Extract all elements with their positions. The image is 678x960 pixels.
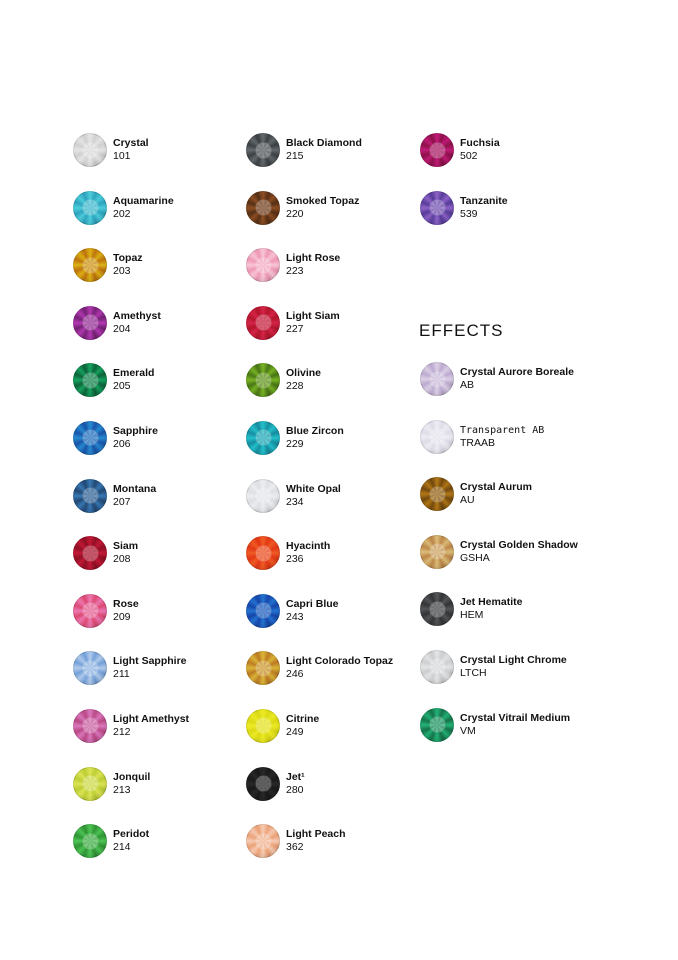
color-swatch-item: [246, 651, 436, 685]
swatch-label: [113, 137, 149, 163]
swatch-code: 220: [286, 207, 304, 220]
swatch-code: 246: [286, 668, 304, 681]
white-opal-swatch-icon: [246, 479, 280, 513]
swatch-label: [286, 828, 346, 854]
jet-swatch-icon: [246, 767, 280, 801]
swatch-name: Sapphire: [113, 424, 158, 437]
jonquil-swatch-icon: [73, 767, 107, 801]
swatch-code: 236: [286, 553, 304, 566]
swatch-code: HEM: [460, 609, 484, 622]
swatch-code: 227: [286, 322, 304, 335]
swatch-name: Tanzanite: [460, 194, 508, 207]
swatch-code: 206: [113, 437, 131, 450]
color-swatch-item: [420, 477, 670, 511]
swatch-label: [286, 137, 362, 163]
swatch-name: Transparent AB: [460, 424, 545, 436]
color-swatch-item: [420, 362, 670, 396]
swatch-label: [460, 596, 522, 622]
color-swatch-item: [246, 709, 436, 743]
light-peach-swatch-icon: [246, 824, 280, 858]
swatch-label: [460, 654, 567, 680]
swatch-code: 249: [286, 725, 304, 738]
color-swatch-item: [246, 363, 436, 397]
color-swatch-item: [73, 479, 263, 513]
swatch-name: Citrine: [286, 712, 320, 725]
swatch-label: [286, 310, 340, 336]
swatch-code: 205: [113, 380, 131, 393]
light-amethyst-swatch-icon: [73, 709, 107, 743]
color-swatch-item: [420, 191, 670, 225]
swatch-name: Crystal Golden Shadow: [460, 538, 578, 551]
swatch-code: 215: [286, 150, 304, 162]
black-diamond-swatch-icon: [246, 133, 280, 167]
color-swatch-item: [420, 535, 670, 569]
swatch-code: 203: [113, 265, 131, 278]
swatch-label: [113, 483, 156, 509]
transparent-ab-swatch-icon: [420, 420, 454, 454]
swatch-label: [286, 367, 321, 393]
swatch-name: Montana: [113, 482, 157, 495]
color-column-3: [420, 133, 670, 225]
crystal-swatch-icon: [73, 133, 107, 167]
swatch-label: [113, 195, 174, 221]
swatch-code: AB: [460, 379, 475, 391]
swatch-label: [460, 424, 544, 450]
swatch-name: Blue Zircon: [286, 424, 344, 437]
swatch-code: VM: [460, 724, 476, 737]
swatch-code: 202: [113, 207, 131, 220]
swatch-label: [460, 712, 570, 738]
color-swatch-item: [246, 479, 436, 513]
light-siam-swatch-icon: [246, 306, 280, 340]
light-sapphire-swatch-icon: [73, 651, 107, 685]
swatch-label: [286, 483, 341, 509]
light-colorado-topaz-swatch-icon: [246, 651, 280, 685]
swatch-label: [460, 195, 508, 221]
swatch-name: Light Peach: [286, 828, 346, 841]
crystal-aurum-swatch-icon: [420, 477, 454, 511]
swatch-label: [113, 540, 138, 566]
swatch-name: Olivine: [286, 367, 322, 380]
swatch-label: [113, 598, 139, 624]
color-swatch-item: [420, 708, 670, 742]
swatch-name: Light Sapphire: [113, 655, 187, 668]
capri-blue-swatch-icon: [246, 594, 280, 628]
swatch-code: 362: [286, 841, 304, 854]
swatch-label: [286, 425, 344, 451]
swatch-label: [286, 540, 330, 566]
swatch-label: [286, 252, 340, 278]
swatch-name: Jonquil: [113, 770, 151, 783]
swatch-name: Jet¹: [286, 770, 305, 783]
swatch-label: [113, 425, 158, 451]
swatch-name: Light Amethyst: [113, 712, 190, 725]
swatch-code: 212: [113, 725, 131, 738]
color-swatch-item: [73, 594, 263, 628]
color-swatch-item: [420, 133, 670, 167]
swatch-label: [286, 598, 339, 624]
swatch-label: [286, 655, 393, 681]
color-swatch-item: [73, 421, 263, 455]
swatch-label: [113, 367, 154, 393]
color-column-2: [246, 133, 436, 858]
olivine-swatch-icon: [246, 363, 280, 397]
crystal-vitrail-medium-swatch-icon: [420, 708, 454, 742]
swatch-code: 502: [460, 150, 478, 162]
swatch-code: GSHA: [460, 551, 490, 564]
swatch-label: [286, 195, 359, 221]
amethyst-swatch-icon: [73, 306, 107, 340]
swatch-name: Crystal Vitrail Medium: [460, 711, 571, 724]
smoked-topaz-swatch-icon: [246, 191, 280, 225]
crystal-light-chrome-swatch-icon: [420, 650, 454, 684]
color-swatch-item: [73, 824, 263, 858]
color-swatch-item: [73, 536, 263, 570]
swatch-code: AU: [460, 494, 475, 507]
color-swatch-item: [246, 824, 436, 858]
color-swatch-item: [420, 420, 670, 454]
citrine-swatch-icon: [246, 709, 280, 743]
swatch-label: [286, 771, 305, 797]
light-rose-swatch-icon: [246, 248, 280, 282]
swatch-code: 207: [113, 495, 131, 508]
fuchsia-swatch-icon: [420, 133, 454, 167]
swatch-name: Emerald: [113, 367, 155, 380]
swatch-name: Amethyst: [113, 309, 161, 322]
swatch-name: Black Diamond: [286, 137, 362, 149]
swatch-code: LTCH: [460, 666, 487, 679]
hyacinth-swatch-icon: [246, 536, 280, 570]
swatch-name: Light Colorado Topaz: [286, 655, 394, 668]
swatch-name: Light Siam: [286, 309, 340, 322]
sapphire-swatch-icon: [73, 421, 107, 455]
blue-zircon-swatch-icon: [246, 421, 280, 455]
color-swatch-item: [73, 363, 263, 397]
swatch-name: Fuchsia: [460, 137, 500, 149]
swatch-label: [113, 655, 187, 681]
swatch-label: [113, 771, 150, 797]
swatch-name: Crystal: [113, 137, 149, 149]
swatch-label: [113, 252, 143, 278]
swatch-label: [113, 713, 189, 739]
swatch-code: 213: [113, 783, 131, 796]
swatch-code: 204: [113, 322, 131, 335]
swatch-code: 229: [286, 437, 304, 450]
color-swatch-item: [246, 421, 436, 455]
color-swatch-item: [73, 306, 263, 340]
color-swatch-item: [73, 651, 263, 685]
swatch-code: 234: [286, 495, 304, 508]
swatch-code: 539: [460, 207, 478, 220]
color-swatch-item: [420, 650, 670, 684]
swatch-code: 211: [113, 668, 130, 681]
color-swatch-item: [246, 536, 436, 570]
color-swatch-item: [246, 133, 436, 167]
color-swatch-item: [420, 592, 670, 626]
swatch-name: Jet Hematite: [460, 596, 523, 609]
swatch-code: 208: [113, 553, 131, 566]
color-swatch-item: [73, 248, 263, 282]
swatch-name: Crystal Aurore Boreale: [460, 366, 574, 378]
crystal-golden-shadow-swatch-icon: [420, 535, 454, 569]
swatch-label: [113, 828, 149, 854]
swatch-name: Capri Blue: [286, 597, 339, 610]
color-swatch-item: [73, 709, 263, 743]
color-swatch-item: [246, 594, 436, 628]
swatch-name: Crystal Light Chrome: [460, 653, 567, 666]
topaz-swatch-icon: [73, 248, 107, 282]
swatch-label: [113, 310, 161, 336]
swatch-code: 101: [113, 150, 131, 162]
color-swatch-item: [246, 191, 436, 225]
swatch-name: Hyacinth: [286, 540, 331, 553]
rose-swatch-icon: [73, 594, 107, 628]
siam-swatch-icon: [73, 536, 107, 570]
swatch-code: 243: [286, 610, 304, 623]
color-swatch-item: [73, 133, 263, 167]
swatch-name: Rose: [113, 597, 139, 610]
swatch-name: Light Rose: [286, 252, 341, 265]
color-swatch-item: [246, 767, 436, 801]
aquamarine-swatch-icon: [73, 191, 107, 225]
swatch-code: 280: [286, 783, 304, 796]
color-swatch-item: [246, 306, 436, 340]
color-swatch-item: [246, 248, 436, 282]
swatch-code: 209: [113, 610, 131, 623]
swatch-label: [460, 366, 574, 392]
effects-list: [420, 362, 670, 742]
effects-heading: EFFECTS: [419, 321, 504, 340]
tanzanite-swatch-icon: [420, 191, 454, 225]
swatch-code: 228: [286, 380, 304, 393]
swatch-label: [460, 539, 578, 565]
color-swatch-item: [73, 191, 263, 225]
montana-swatch-icon: [73, 479, 107, 513]
color-swatch-item: [73, 767, 263, 801]
swatch-code: 223: [286, 265, 304, 278]
swatch-label: [460, 137, 500, 163]
swatch-code: TRAAB: [460, 436, 496, 449]
swatch-name: Siam: [113, 540, 139, 553]
jet-hematite-swatch-icon: [420, 592, 454, 626]
peridot-swatch-icon: [73, 824, 107, 858]
swatch-label: [460, 481, 532, 507]
swatch-name: Peridot: [113, 828, 150, 841]
swatch-name: Crystal Aurum: [460, 481, 532, 494]
swatch-name: White Opal: [286, 482, 341, 495]
color-column-1: [73, 133, 263, 858]
emerald-swatch-icon: [73, 363, 107, 397]
crystal-aurore-boreale-swatch-icon: [420, 362, 454, 396]
swatch-name: Topaz: [113, 252, 143, 265]
swatch-code: 214: [113, 841, 131, 854]
swatch-label: [286, 713, 319, 739]
swatch-name: Smoked Topaz: [286, 194, 360, 207]
swatch-name: Aquamarine: [113, 194, 174, 207]
